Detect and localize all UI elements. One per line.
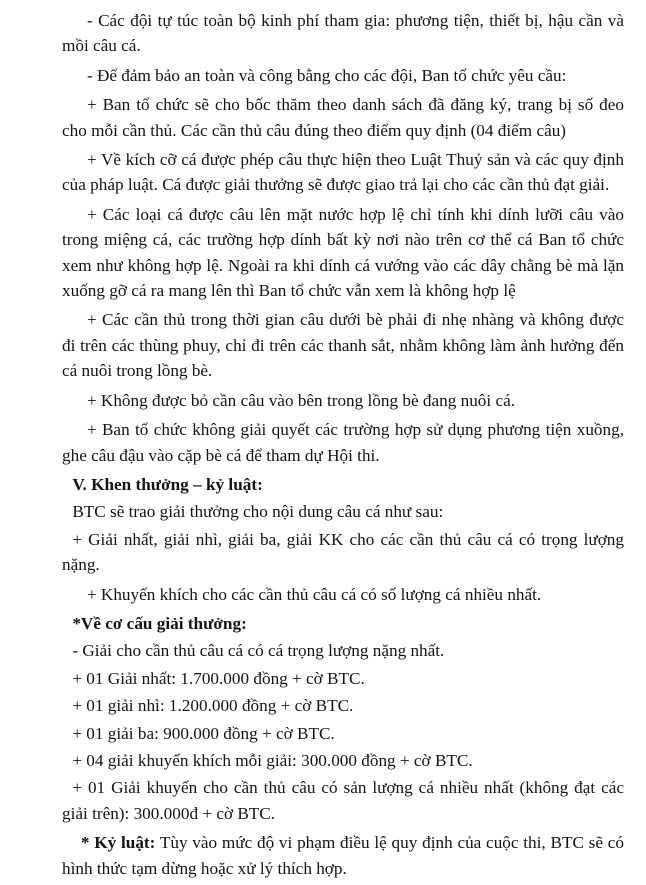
paragraph-self-funding: - Các đội tự túc toàn bộ kinh phí tham gia: phương tiện, thiết bị, hậu cần và mồi câu cá.: [62, 11, 624, 56]
paragraph-valid-catch: + Các loại cá được câu lên mặt nước hợp lệ chỉ tính khi dính lưỡi câu vào trong miệng cá, các trường hợp dính bất kỳ nơi nào trên cơ thể cá Ban tổ chức xem như không hợp lệ. Ngoài ra khi dính cá vướng vào các dây chằng bè mà lặn xuống gỡ cá ra mang lên thì Ban tổ chức vẫn xem là không hợp lệ: [62, 204, 624, 301]
discipline-label: * Kỷ luật:: [80, 833, 156, 853]
discipline-text: Tùy vào mức độ vi phạm điều lệ quy định của cuộc thi, BTC sẽ có hình thức tạm dừng hoặc xử lý thích hợp.: [62, 833, 624, 878]
prize-second: + 01 giải nhì: 1.200.000 đồng + cờ BTC.: [72, 696, 354, 716]
section-heading: [62, 472, 624, 497]
prize-first: + 01 Giải nhất: 1.700.000 đồng + cờ BTC.: [72, 668, 365, 688]
prize-most-catch: + 01 Giải khuyến cho cần thủ câu có sản lượng cá nhiều nhất (không đạt các giải trên): 300.000đ + cờ BTC.: [62, 778, 624, 823]
paragraph-walking-rules: + Các cần thủ trong thời gian câu dưới bè phải đi nhẹ nhàng và không được đi trên các thùng phuy, chỉ đi trên các thanh sắt, nhằm không làm ảnh hưởng đến cá nuôi trong lồng bè.: [62, 310, 624, 381]
paragraph-fish-size: + Về kích cỡ cá được phép câu thực hiện theo Luật Thuỷ sản và các quy định của pháp luật. Cá được giải thưởng sẽ được giao trả lại cho các cần thủ đạt giải.: [62, 150, 624, 195]
section-heading-text: V. Khen thưởng – kỷ luật:: [72, 474, 263, 494]
discipline-paragraph: [62, 830, 624, 881]
paragraph-no-boats: + Ban tổ chức không giải quyết các trường hợp sử dụng phương tiện xuồng, ghe câu đậu vào cặp bè cá để tham dự Hội thi.: [62, 420, 624, 465]
reward-intro: BTC sẽ trao giải thưởng cho nội dung câu cá như sau:: [72, 502, 444, 522]
reward-item-quantity: + Khuyến khích cho các cần thủ câu cá có số lượng cá nhiều nhất.: [86, 584, 542, 604]
paragraph-no-rod-in-cage: + Không được bỏ cần câu vào bên trong lồng bè đang nuôi cá.: [86, 390, 516, 410]
paragraph-draw-lots: + Ban tổ chức sẽ cho bốc thăm theo danh sách đã đăng ký, trang bị số đeo cho mỗi cần thủ. Các cần thủ câu đúng theo điểm quy định (04 điểm câu): [62, 95, 624, 140]
prize-encouragement: + 04 giải khuyến khích mỗi giải: 300.000 đồng + cờ BTC.: [72, 750, 473, 770]
reward-item-weight: + Giải nhất, giải nhì, giải ba, giải KK cho các cần thủ câu cá có trọng lượng nặng.: [62, 529, 624, 575]
prize-structure-heading-text: *Về cơ cấu giải thưởng:: [72, 613, 247, 633]
prize-group-label: - Giải cho cần thủ câu cá có cá trọng lượng nặng nhất.: [72, 641, 445, 661]
prize-structure-heading: [62, 611, 624, 636]
prize-third: + 01 giải ba: 900.000 đồng + cờ BTC.: [72, 723, 335, 743]
paragraph-safety-requirements: - Để đảm bảo an toàn và công bằng cho các đội, Ban tổ chức yêu cầu:: [86, 65, 567, 85]
